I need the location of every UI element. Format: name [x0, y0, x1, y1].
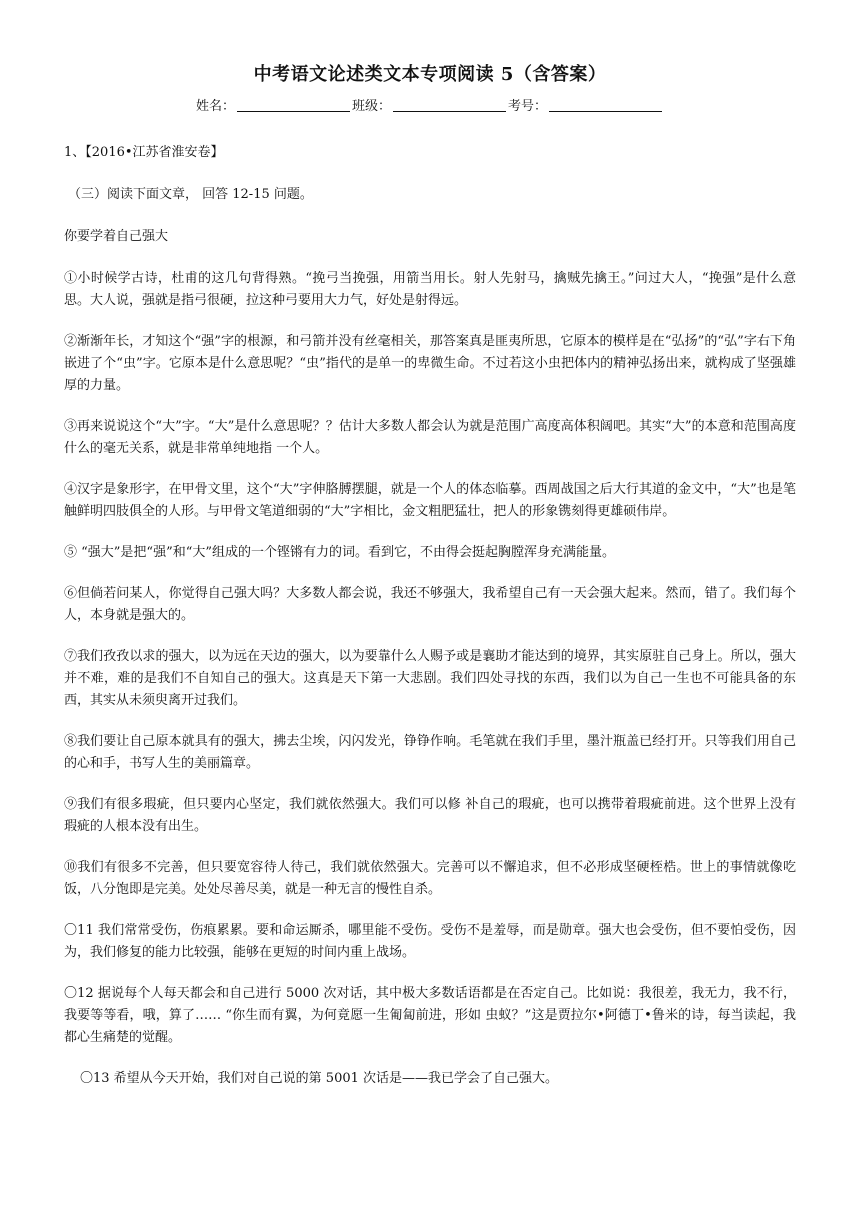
- name-blank[interactable]: [237, 97, 350, 112]
- article-title: 你要学着自己强大: [64, 229, 169, 244]
- paragraph-5: ⑤ “强大”是把“强”和“大”组成的一个铿锵有力的词。看到它，不由得会挺起胸膛浑身充满能量。: [64, 545, 616, 560]
- student-info-line: [64, 96, 796, 118]
- paragraph-2: ②渐渐年长，才知这个“强”字的根源，和弓箭并没有丝毫相关，那答案真是匪夷所思，它原本的模样是在“弘扬”的“弘”字右下角嵌进了个“虫”字。它原本是什么意思呢？“虫”指代的是单一的卑微生命。不过若这小虫把体内的精神弘扬出来，就构成了坚强雄厚的力量。: [64, 334, 796, 393]
- paragraph-4: ④汉字是象形字，在甲骨文里，这个“大”字伸胳膊摆腿，就是一个人的体态临摹。西周战国之后大行其道的金文中，“大”也是笔触鲜明四肢俱全的人形。与甲骨文笔道细弱的“大”字相比，金文粗肥猛壮，把人的形象镌刻得更雄硕伟岸。: [64, 482, 796, 519]
- paragraph-1: ①小时候学古诗，杜甫的这几句背得熟。“挽弓当挽强，用箭当用长。射人先射马，擒贼先擒王。”问过大人，“挽强”是什么意思。大人说，强就是指弓很硬，拉这种弓要用大力气，好处是射得远。: [64, 271, 796, 308]
- paragraph-3: ③再来说说这个“大”字。“大”是什么意思呢？？估计大多数人都会认为就是范围广高度高体积阔吧。其实“大”的本意和范围高度什么的毫无关系，就是非常单纯地指 一个人。: [64, 419, 796, 456]
- paragraph-6: ⑥但倘若问某人，你觉得自己强大吗？大多数人都会说，我还不够强大，我希望自己有一天会强大起来。然而，错了。我们每个人，本身就是强大的。: [64, 586, 796, 623]
- paragraph-12: 〇12 据说每个人每天都会和自己进行 5000 次对话，其中极大多数话语都是在否定自己。比如说：我很差，我无力，我不行，我要等等看，哦，算了…… “你生而有翼，为何竟愿一生匍匐前进，形如 虫蚁？”这是贾拉尔•阿德丁•鲁米的诗，每当读起，我都心生痛楚的觉醒。: [64, 986, 796, 1045]
- paragraph-9: ⑨我们有很多瑕疵，但只要内心坚定，我们就依然强大。我们可以修 补自己的瑕疵，也可以携带着瑕疵前进。这个世界上没有瑕疵的人根本没有出生。: [64, 797, 796, 834]
- class-blank[interactable]: [393, 97, 506, 112]
- number-blank[interactable]: [549, 97, 662, 112]
- class-label: 班级：: [351, 99, 391, 114]
- number-label: 考号：: [508, 99, 548, 114]
- paragraph-8: ⑧我们要让自己原本就具有的强大，拂去尘埃，闪闪发光，铮铮作响。毛笔就在我们手里，墨汁瓶盖已经打开。只等我们用自己的心和手，书写人生的美丽篇章。: [64, 734, 796, 771]
- question-header: 1、【2016•江苏省淮安卷】: [64, 145, 224, 160]
- paragraph-10: ⑩我们有很多不完善，但只要宽容待人待己，我们就依然强大。完善可以不懈追求，但不必形成坚硬桎梏。世上的事情就像吃饭，八分饱即是完美。处处尽善尽美，就是一种无言的慢性自杀。: [64, 860, 796, 897]
- paragraph-7: ⑦我们孜孜以求的强大，以为远在天边的强大，以为要靠什么人赐予或是襄助才能达到的境界，其实原驻自己身上。所以，强大并不难，难的是我们不自知自己的强大。这真是天下第一大悲剧。我们四处寻找的东西，我们以为自己一生也不可能具备的东西，其实从未须臾离开过我们。: [64, 649, 796, 708]
- document-title: 中考语文论述类文本专项阅读 5（含答案）: [253, 64, 607, 85]
- reading-instruction: （三）阅读下面文章， 回答 12-15 问题。: [68, 187, 313, 202]
- paragraph-11: 〇11 我们常常受伤，伤痕累累。要和命运厮杀，哪里能不受伤。受伤不是羞辱，而是勋章。强大也会受伤，但不要怕受伤，因为，我们修复的能力比较强，能够在更短的时间内重上战场。: [64, 923, 796, 960]
- name-label: 姓名：: [195, 99, 235, 114]
- paragraph-13: 〇13 希望从今天开始，我们对自己说的第 5001 次话是——我已学会了自己强大。: [80, 1071, 559, 1086]
